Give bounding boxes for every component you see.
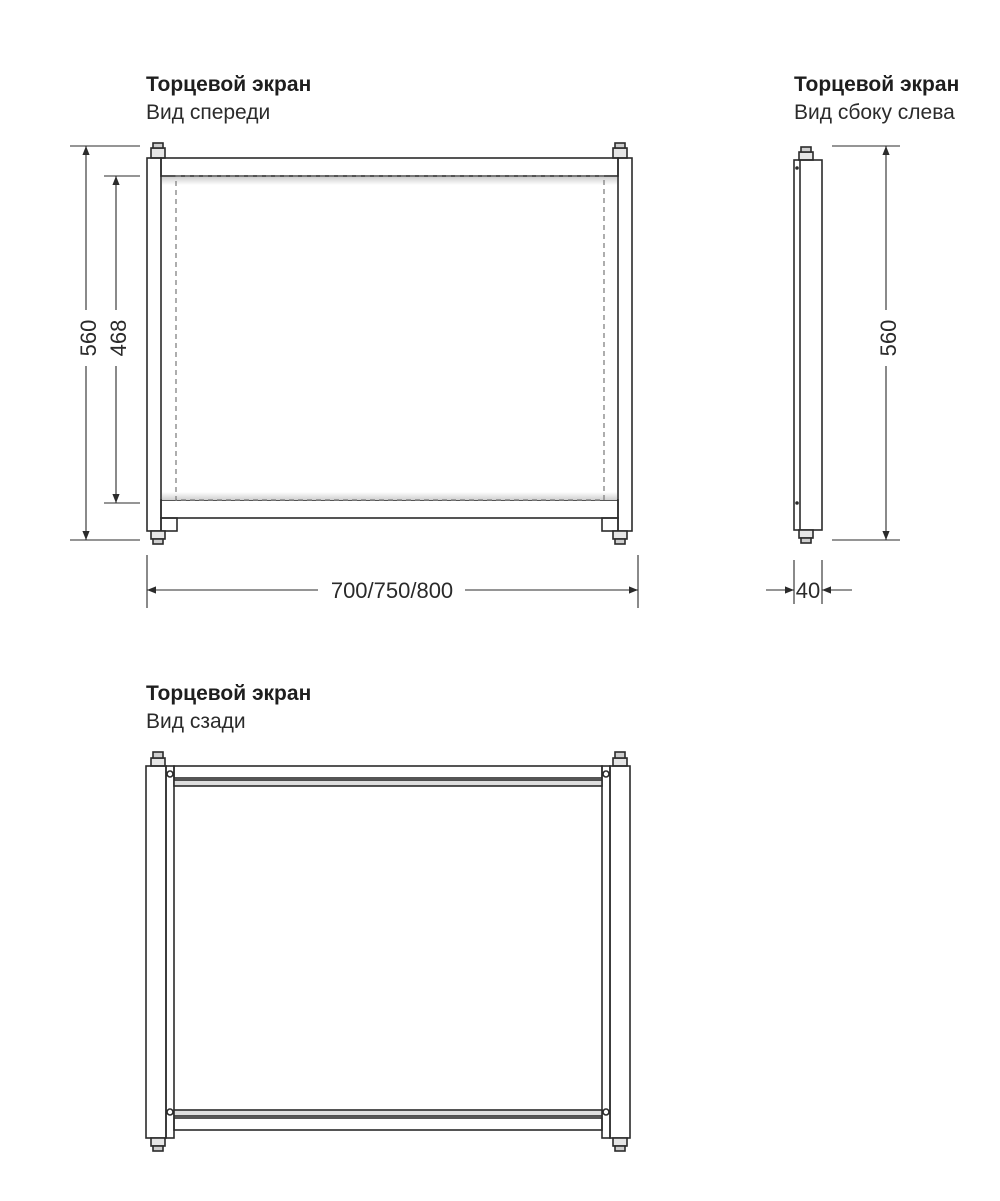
front-foot-bottom-right [613,531,627,544]
back-left-post [146,766,166,1138]
side-height-label: 560 [876,319,901,357]
side-dimensions [766,146,900,604]
front-bottom-rail [161,500,618,518]
front-foot-top-left [151,143,165,158]
side-foot-bottom [799,530,813,543]
back-right-post [610,766,630,1138]
front-foot-top-right [613,143,627,158]
side-view-subtitle: Вид сбоку слева [794,101,955,125]
back-foot-top-left [151,752,165,766]
back-foot-top-right [613,752,627,766]
side-depth-label: 40 [795,578,821,603]
front-view-title: Торцевой экран [146,73,312,96]
side-view-drawing [794,147,822,543]
front-width-label: 700/750/800 [330,578,454,603]
front-height-total-label: 560 [76,319,101,357]
back-foot-bottom-right [613,1138,627,1151]
back-top-rail [174,766,602,778]
back-foot-bottom-left [151,1138,165,1151]
front-left-post [147,158,161,531]
front-foot-bottom-left [151,531,165,544]
side-foot-top [799,147,813,160]
back-view-drawing [146,752,630,1151]
front-height-inner-label: 468 [106,319,131,357]
back-view-subtitle: Вид сзади [146,710,246,734]
back-view-title: Торцевой экран [146,682,312,705]
side-view-title: Торцевой экран [794,73,960,96]
side-post [794,160,822,530]
front-top-rail [161,158,618,176]
front-right-post [618,158,632,531]
front-view-drawing [147,143,632,544]
front-view-subtitle: Вид спереди [146,101,271,125]
back-bottom-rail [174,1118,602,1130]
front-panel-outline [176,176,604,500]
